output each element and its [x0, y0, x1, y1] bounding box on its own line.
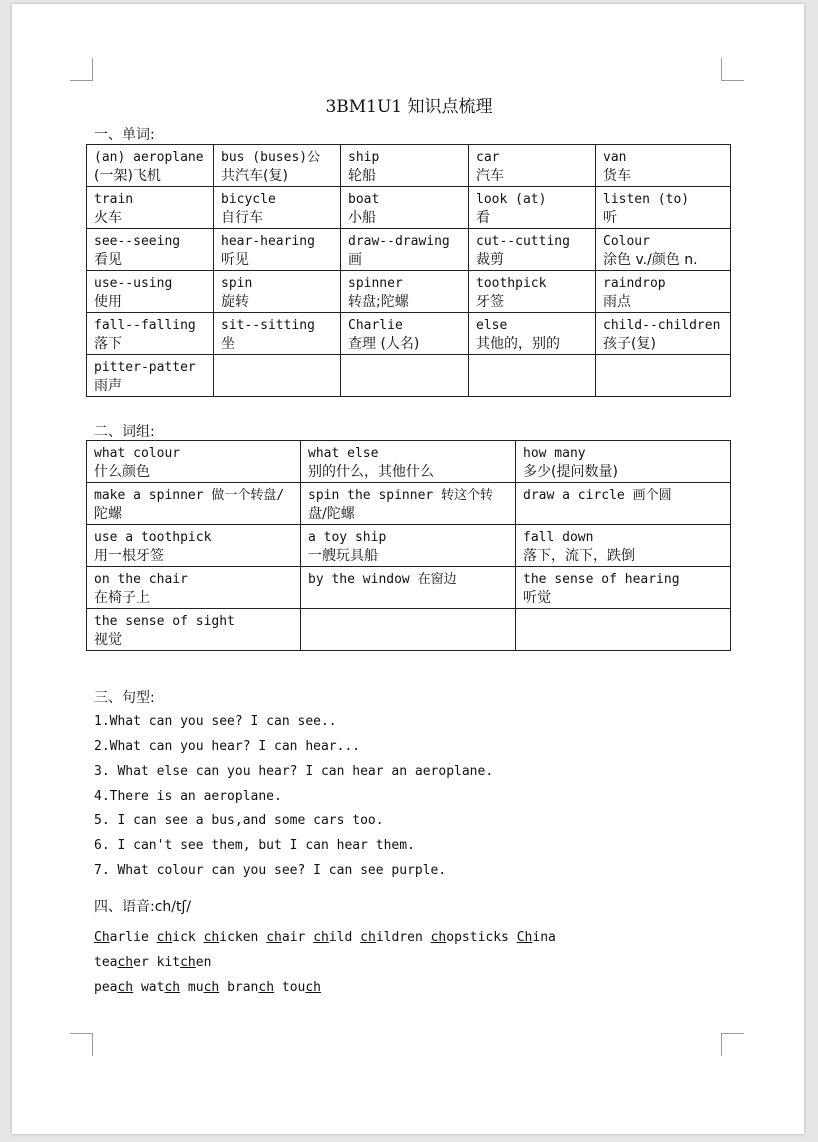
- crop-mark-bottom-left: [70, 1033, 93, 1056]
- chinese-meaning: 什么颜色: [94, 464, 150, 480]
- english-term: ship: [348, 150, 380, 165]
- chinese-meaning: 看见: [94, 252, 122, 268]
- phrases-row: [87, 525, 731, 567]
- english-term: hear-hearing: [221, 234, 315, 249]
- chinese-meaning: 坐: [221, 336, 235, 352]
- chinese-meaning: 画: [348, 252, 362, 268]
- english-term: listen (to): [603, 192, 690, 207]
- sentence-4: 4.There is an aeroplane.: [94, 789, 282, 804]
- words-row: [87, 355, 731, 397]
- words-cell: [341, 313, 469, 355]
- english-term: train: [94, 192, 134, 207]
- english-term: Colour: [603, 234, 650, 249]
- crop-mark-top-left: [70, 58, 93, 81]
- english-term: the sense of sight: [94, 614, 235, 629]
- words-cell: [341, 187, 469, 229]
- words-cell: [469, 271, 596, 313]
- sentence-3: 3. What else can you hear? I can hear an aeroplane.: [94, 764, 494, 779]
- words-cell: [87, 271, 214, 313]
- chinese-meaning: 陀螺: [94, 506, 122, 522]
- english-term: bicycle: [221, 192, 276, 207]
- chinese-meaning: 使用: [94, 294, 122, 310]
- chinese-meaning: (一架)飞机: [94, 168, 161, 184]
- english-term: fall down: [523, 530, 594, 545]
- phrases-cell: [87, 567, 301, 609]
- words-cell: [87, 187, 214, 229]
- phonics-line-1: Charlie chick chicken chair child children chopsticks China: [94, 930, 556, 945]
- english-term: cut--cutting: [476, 234, 570, 249]
- section-heading-sentences: 三、句型:: [94, 690, 155, 706]
- chinese-meaning: 听: [603, 210, 617, 226]
- words-cell: [87, 145, 214, 187]
- words-cell: [469, 187, 596, 229]
- english-term: use--using: [94, 276, 173, 291]
- words-cell: [214, 355, 341, 397]
- phrases-row: [87, 609, 731, 651]
- english-term: look (at): [476, 192, 547, 207]
- words-row: [87, 313, 731, 355]
- chinese-meaning: 货车: [603, 168, 631, 184]
- chinese-meaning: 雨声: [94, 378, 122, 394]
- phrases-cell: [516, 525, 731, 567]
- sentence-7: 7. What colour can you see? I can see purple.: [94, 863, 447, 878]
- english-term: fall--falling: [94, 318, 196, 333]
- chinese-meaning: 转盘;陀螺: [348, 294, 409, 310]
- chinese-meaning: 看: [476, 210, 490, 226]
- english-term: sit--sitting: [221, 318, 315, 333]
- sentence-5: 5. I can see a bus,and some cars too.: [94, 813, 384, 828]
- phrases-row: [87, 567, 731, 609]
- words-row: [87, 187, 731, 229]
- phrases-cell: [301, 609, 516, 651]
- chinese-meaning: 听觉: [523, 590, 551, 606]
- chinese-meaning: 汽车: [476, 168, 504, 184]
- chinese-meaning: 共汽车(复): [221, 168, 288, 184]
- words-cell: [596, 271, 731, 313]
- words-cell: [596, 355, 731, 397]
- chinese-meaning: 在椅子上: [94, 590, 150, 606]
- words-cell: [214, 145, 341, 187]
- phrases-cell: [516, 441, 731, 483]
- chinese-meaning: 轮船: [348, 168, 376, 184]
- chinese-meaning: 裁剪: [476, 252, 504, 268]
- words-cell: [214, 313, 341, 355]
- sentence-1: 1.What can you see? I can see..: [94, 714, 337, 729]
- document-title: 3BM1U1 知识点梳理: [325, 97, 493, 117]
- words-cell: [469, 145, 596, 187]
- english-term: see--seeing: [94, 234, 181, 249]
- words-cell: [214, 229, 341, 271]
- words-cell: [87, 229, 214, 271]
- phrases-table: [86, 440, 731, 651]
- chinese-meaning: 孩子(复): [603, 336, 656, 352]
- english-term: (an) aeroplane: [94, 150, 204, 165]
- words-cell: [341, 229, 469, 271]
- english-term: pitter-patter: [94, 360, 196, 375]
- english-term: how many: [523, 446, 586, 461]
- chinese-meaning: 一艘玩具船: [308, 548, 378, 564]
- crop-mark-top-right: [721, 58, 744, 81]
- words-cell: [596, 229, 731, 271]
- phrases-cell: [516, 609, 731, 651]
- phrases-cell: [301, 483, 516, 525]
- chinese-meaning: 小船: [348, 210, 376, 226]
- english-term: use a toothpick: [94, 530, 212, 545]
- words-cell: [469, 313, 596, 355]
- english-term: toothpick: [476, 276, 547, 291]
- words-cell: [87, 355, 214, 397]
- phrases-cell: [301, 525, 516, 567]
- chinese-meaning: 牙签: [476, 294, 504, 310]
- words-cell: [596, 313, 731, 355]
- english-term: what else: [308, 446, 379, 461]
- phrases-cell: [301, 441, 516, 483]
- phrases-row: [87, 441, 731, 483]
- english-term: what colour: [94, 446, 181, 461]
- phrases-cell: [87, 525, 301, 567]
- english-term: spin: [221, 276, 253, 291]
- english-term: a toy ship: [308, 530, 387, 545]
- phrases-cell: [301, 567, 516, 609]
- english-term: car: [476, 150, 500, 165]
- phrases-cell: [516, 567, 731, 609]
- words-row: [87, 229, 731, 271]
- section-heading-words: 一、单词:: [94, 127, 155, 143]
- sentence-6: 6. I can't see them, but I can hear them.: [94, 838, 415, 853]
- words-cell: [596, 187, 731, 229]
- words-cell: [341, 271, 469, 313]
- words-row: [87, 145, 731, 187]
- words-cell: [469, 355, 596, 397]
- english-term: draw a circle 画个圆: [523, 488, 672, 503]
- english-term: make a spinner 做一个转盘/: [94, 488, 285, 503]
- words-cell: [87, 313, 214, 355]
- chinese-meaning: 落下，流下，跌倒: [523, 548, 635, 564]
- english-term: draw--drawing: [348, 234, 450, 249]
- phrases-row: [87, 483, 731, 525]
- phonics-line-2: teacher kitchen: [94, 955, 212, 970]
- chinese-meaning: 涂色 v./颜色 n.: [603, 252, 698, 268]
- english-term: by the window 在窗边: [308, 572, 457, 587]
- sentence-2: 2.What can you hear? I can hear...: [94, 739, 361, 754]
- chinese-meaning: 用一根牙签: [94, 548, 164, 564]
- chinese-meaning: 查理 (人名): [348, 336, 420, 352]
- words-table: [86, 144, 731, 397]
- chinese-meaning: 其他的，别的: [476, 336, 560, 352]
- words-cell: [469, 229, 596, 271]
- words-cell: [214, 187, 341, 229]
- english-term: spin the spinner 转这个转: [308, 488, 494, 503]
- crop-mark-bottom-right: [721, 1033, 744, 1056]
- english-term: spinner: [348, 276, 403, 291]
- english-term: van: [603, 150, 627, 165]
- english-term: the sense of hearing: [523, 572, 680, 587]
- chinese-meaning: 雨点: [603, 294, 631, 310]
- phrases-cell: [516, 483, 731, 525]
- phonics-line-3: peach watch much branch touch: [94, 980, 322, 995]
- phrases-cell: [87, 441, 301, 483]
- phrases-cell: [87, 483, 301, 525]
- words-cell: [341, 145, 469, 187]
- chinese-meaning: 视觉: [94, 632, 122, 648]
- chinese-meaning: 别的什么，其他什么: [308, 464, 434, 480]
- phrases-cell: [87, 609, 301, 651]
- english-term: on the chair: [94, 572, 188, 587]
- english-term: else: [476, 318, 508, 333]
- chinese-meaning: 听见: [221, 252, 249, 268]
- chinese-meaning: 火车: [94, 210, 122, 226]
- words-cell: [214, 271, 341, 313]
- chinese-meaning: 多少(提问数量): [523, 464, 618, 480]
- english-term: bus (buses)公: [221, 150, 321, 165]
- chinese-meaning: 落下: [94, 336, 122, 352]
- chinese-meaning: 盘/陀螺: [308, 506, 355, 522]
- english-term: boat: [348, 192, 380, 207]
- english-term: Charlie: [348, 318, 403, 333]
- english-term: child--children: [603, 318, 721, 333]
- chinese-meaning: 旋转: [221, 294, 249, 310]
- words-cell: [341, 355, 469, 397]
- english-term: raindrop: [603, 276, 666, 291]
- chinese-meaning: 自行车: [221, 210, 263, 226]
- words-cell: [596, 145, 731, 187]
- words-row: [87, 271, 731, 313]
- section-heading-phrases: 二、词组:: [94, 424, 155, 440]
- section-heading-phonics: 四、语音:ch/tʃ/: [94, 899, 191, 915]
